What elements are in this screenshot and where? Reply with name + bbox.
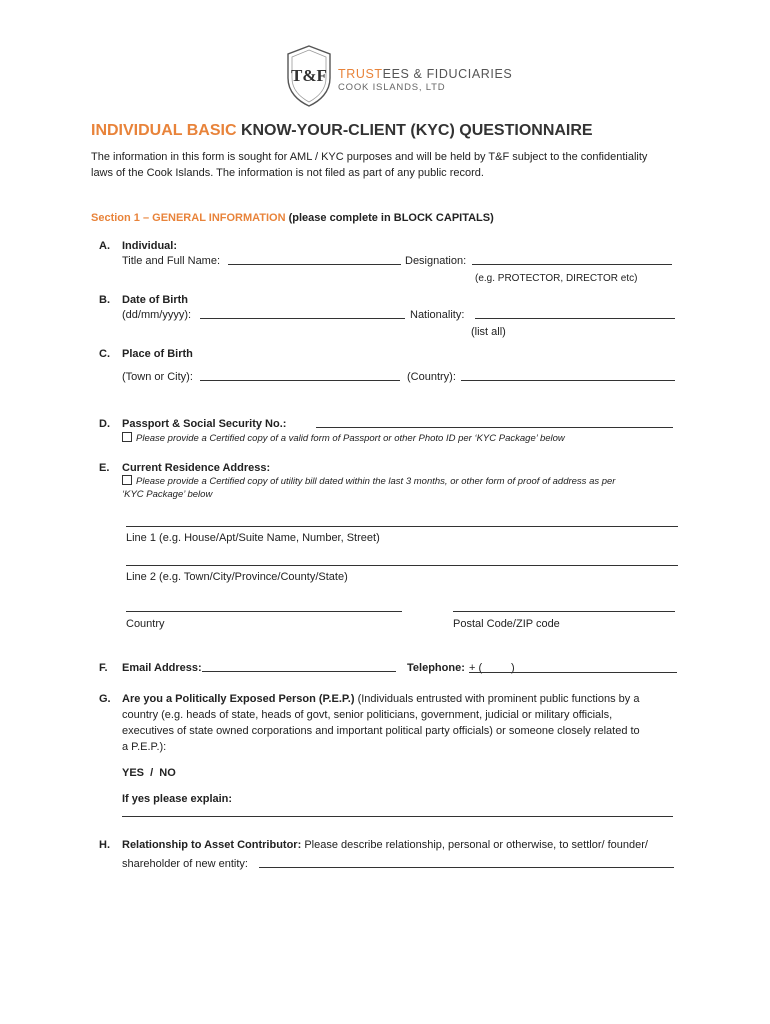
section1-title: Section 1 – GENERAL INFORMATION [91, 212, 286, 224]
title-part1: INDIVIDUAL BASIC [91, 122, 241, 139]
postal-code-field[interactable] [453, 611, 675, 612]
relationship-text1: Please describe relationship, personal or otherwise, to settlor/ founder/ [301, 839, 648, 851]
item-g-letter: G. [99, 693, 111, 705]
email-label: Email Address: [122, 662, 202, 674]
item-a-label: Individual: [122, 240, 177, 252]
relationship-field[interactable] [259, 867, 674, 868]
logo-name [338, 67, 512, 81]
page-title [91, 122, 593, 140]
item-b-label: Date of Birth [122, 294, 188, 306]
section1-note: (please complete in BLOCK CAPITALS) [285, 212, 494, 224]
phone-prefix: + ( [469, 662, 483, 674]
pep-text2: country (e.g. heads of state, heads of govt, senior politicians, government, judicial or military officials, [122, 709, 613, 721]
country-field[interactable] [126, 611, 402, 612]
email-field[interactable] [202, 671, 396, 672]
designation-hint: (e.g. PROTECTOR, DIRECTOR etc) [475, 273, 638, 284]
dob-label: (dd/mm/yyyy): [122, 309, 192, 321]
address-checkbox[interactable] [122, 475, 132, 485]
address-note-text2: ‘KYC Package’ below [122, 489, 213, 500]
pep-question-line1 [122, 692, 639, 706]
pep-text4: a P.E.P.): [122, 741, 167, 753]
full-name-label: Title and Full Name: [122, 255, 221, 267]
birth-town-label: (Town or City): [122, 371, 193, 383]
relationship-line1 [122, 838, 648, 852]
item-d-label: Passport & Social Security No.: [122, 418, 287, 430]
item-f-letter: F. [99, 662, 108, 674]
designation-field[interactable] [472, 264, 672, 265]
pep-yes-no[interactable]: YES / NO [122, 767, 176, 779]
passport-note-text: Please provide a Certified copy of a valid form of Passport or other Photo ID per ‘KYC Package’ below [136, 433, 565, 444]
item-c-letter: C. [99, 348, 110, 360]
telephone-field[interactable] [469, 672, 677, 673]
address-line1-label: Line 1 (e.g. House/Apt/Suite Name, Number, Street) [126, 532, 380, 544]
logo-name-part2: EES & FIDUCIARIES [382, 67, 513, 81]
pep-label: Are you a Politically Exposed Person (P.E.P.) [122, 693, 355, 705]
relationship-text2: shareholder of new entity: [122, 858, 248, 870]
title-part2: KNOW-YOUR-CLIENT (KYC) QUESTIONNAIRE [240, 122, 593, 139]
address-line1-field[interactable] [126, 526, 678, 527]
item-c-label: Place of Birth [122, 348, 193, 360]
pep-text1: (Individuals entrusted with prominent public functions by a [354, 693, 640, 705]
birth-town-field[interactable] [200, 380, 400, 381]
logo-monogram: T&F [291, 66, 327, 85]
intro-line1: The information in this form is sought for AML / KYC purposes and will be held by T&F subject to the confidentiality [91, 151, 648, 163]
postal-code-label: Postal Code/ZIP code [453, 618, 560, 630]
full-name-field[interactable] [228, 264, 401, 265]
telephone-label: Telephone: [407, 662, 465, 674]
item-e-letter: E. [99, 462, 110, 474]
address-note-text1: Please provide a Certified copy of utility bill dated within the last 3 months, or other form of proof of address as per [136, 476, 616, 487]
pep-explain-field[interactable] [122, 816, 673, 817]
section1-heading [91, 211, 494, 225]
logo [284, 44, 513, 110]
item-b-letter: B. [99, 294, 110, 306]
logo-subtitle: COOK ISLANDS, LTD [338, 82, 446, 93]
nationality-field[interactable] [475, 318, 675, 319]
nationality-hint: (list all) [471, 326, 506, 338]
intro-line2: laws of the Cook Islands. The information is not filed as part of any public record. [91, 167, 484, 179]
item-e-label: Current Residence Address: [122, 462, 271, 474]
designation-label: Designation: [405, 255, 467, 267]
birth-country-field[interactable] [461, 380, 675, 381]
country-label: Country [126, 618, 165, 630]
pep-explain-label: If yes please explain: [122, 793, 233, 805]
relationship-label: Relationship to Asset Contributor: [122, 839, 302, 851]
address-note [122, 475, 615, 489]
nationality-label: Nationality: [410, 309, 465, 321]
address-line2-field[interactable] [126, 565, 678, 566]
passport-checkbox[interactable] [122, 432, 132, 442]
logo-name-part1: TRUST [338, 67, 383, 81]
item-h-letter: H. [99, 839, 110, 851]
item-a-letter: A. [99, 240, 110, 252]
item-d-letter: D. [99, 418, 110, 430]
birth-country-label: (Country): [407, 371, 456, 383]
passport-note [122, 432, 565, 446]
pep-text3: executives of state owned corporations and important political party officials) or someone closely related to [122, 725, 640, 737]
address-line2-label: Line 2 (e.g. Town/City/Province/County/State) [126, 571, 348, 583]
dob-field[interactable] [200, 318, 405, 319]
passport-field[interactable] [316, 427, 673, 428]
phone-close: ) [511, 662, 515, 674]
